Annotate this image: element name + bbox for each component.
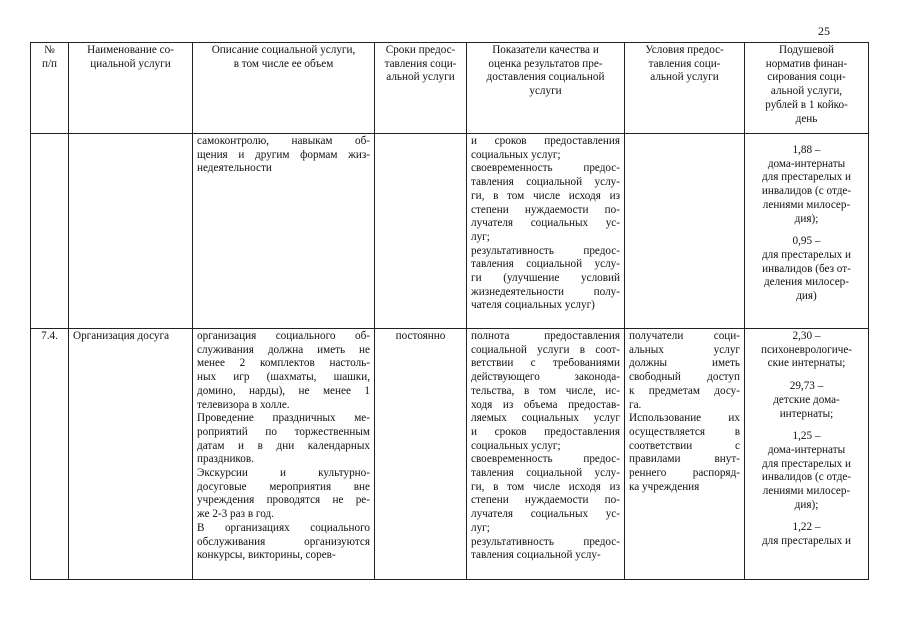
cell-quality	[467, 134, 625, 329]
cell-num: 7.4.	[31, 329, 69, 580]
text-line: чателя социальных услуг)	[471, 299, 595, 312]
text-line: для престарелых и	[761, 248, 852, 261]
text-line: Подушевой	[778, 44, 834, 56]
text-line	[749, 371, 864, 380]
text-line: 1,22 –	[792, 521, 821, 534]
text-line: действующего законода-	[471, 371, 620, 384]
text-line: инвалидов (без от-	[762, 262, 851, 275]
text-line: к предметам досу-	[629, 384, 740, 397]
text-line: в том числе ее объем	[233, 57, 334, 70]
text-line: норматив финан-	[765, 57, 848, 70]
text-line: недеятельности	[197, 162, 272, 175]
text-line: лениями милосер-	[762, 198, 851, 211]
text-line: датам и в дни календарных	[197, 439, 370, 452]
text-line: жизнедеятельности полу-	[471, 285, 620, 298]
text-line: лучателя социальных ус-	[471, 508, 620, 521]
header-financing	[745, 43, 869, 134]
text-line: роприятий по торжественным	[197, 425, 370, 438]
text-line: доставления социальной	[486, 71, 605, 84]
text-line: деления милосер-	[763, 276, 850, 289]
text-line: Наименование со-	[87, 44, 174, 56]
text-line: дия)	[796, 290, 817, 303]
header-row	[31, 43, 869, 134]
text-line: праздников.	[197, 453, 254, 466]
cell-name: Организация досуга	[69, 329, 193, 580]
text-line: тавления социальной услу-	[471, 176, 620, 189]
cell-quality	[467, 329, 625, 580]
text-line: результативность предос-	[471, 535, 620, 548]
text-line: Экскурсии и культурно-	[197, 467, 370, 480]
text-line: рублей в 1 койко-	[765, 98, 848, 111]
text-line: и сроков предоставления	[471, 425, 620, 438]
text-line: оценка результатов пре-	[488, 57, 603, 70]
header-name	[69, 43, 193, 134]
text-line: социальных услуг;	[471, 148, 561, 161]
text-line: тавления соци-	[384, 57, 457, 70]
cell-name	[69, 134, 193, 329]
text-line: 29,73 –	[789, 380, 824, 393]
text-line: Проведение праздничных ме-	[197, 412, 370, 425]
text-line: альных услуг	[629, 343, 740, 356]
text-line: психоневрологиче-	[760, 343, 853, 356]
text-line: социальных услуг;	[471, 439, 561, 452]
text-line: ские интернаты;	[767, 357, 846, 370]
text-line: для престарелых и	[761, 171, 852, 184]
text-line: служивания должна иметь не	[197, 343, 370, 356]
text-line: ги, в том числе исходя из	[471, 480, 620, 493]
text-line: Описание социальной услуги,	[211, 44, 356, 56]
text-line: сирования соци-	[767, 71, 846, 84]
text-line: дия);	[794, 212, 819, 225]
text-line: Использование их	[629, 412, 740, 425]
text-line: услуги	[529, 85, 562, 98]
text-line: альной услуги	[650, 71, 719, 84]
text-line: день	[795, 112, 818, 125]
text-line: для престарелых и	[761, 535, 852, 548]
text-line: 2,30 –	[792, 330, 821, 342]
header-conditions	[625, 43, 745, 134]
cell-conditions	[625, 134, 745, 329]
text-line: альной услуги	[386, 71, 455, 84]
text-line: ляемых социальных услуг	[471, 412, 620, 425]
header-description	[193, 43, 375, 134]
text-line: правилами внут-	[629, 453, 740, 466]
text-line: детские дома-	[773, 393, 840, 406]
text-line: своевременность предос-	[471, 162, 620, 175]
text-line: полнота предоставления	[471, 330, 620, 342]
text-line: реннего распоряд-	[629, 467, 740, 480]
text-line: ги (улучшение условий	[471, 272, 620, 285]
text-line: соответствии с	[629, 439, 740, 452]
text-line: должны иметь	[629, 357, 740, 370]
text-line: досуговые мероприятия вне	[197, 480, 370, 493]
text-line: дома-интернаты	[767, 157, 846, 170]
text-line: п/п	[41, 57, 58, 70]
cell-description	[193, 329, 375, 580]
text-line: тельства, в том числе, ис-	[471, 384, 620, 397]
text-line: Условия предос-	[645, 44, 724, 56]
text-line: менее 2 комплектов настоль-	[197, 357, 370, 370]
text-line: обслуживания организуются	[197, 535, 370, 548]
text-line: осуществляется в	[629, 425, 740, 438]
text-line: ходя из объема предостав-	[471, 398, 620, 411]
text-line: В организациях социального	[197, 521, 370, 534]
text-line: Показатели качества и	[492, 44, 599, 56]
text-line: тавления соци-	[648, 57, 721, 70]
table-row	[31, 134, 869, 329]
text-line: социальной услуги в соот-	[471, 343, 620, 356]
text-line: лениями милосер-	[762, 485, 851, 498]
text-line: интернаты;	[779, 407, 834, 420]
text-line: тавления социальной услу-	[471, 467, 620, 480]
text-line: инвалидов (с отде-	[761, 185, 852, 198]
text-line: получатели соци-	[629, 330, 740, 342]
text-line: тавления социальной услу-	[471, 258, 620, 271]
text-line	[749, 512, 864, 521]
text-line: луг;	[471, 230, 490, 243]
text-line: инвалидов (с отде-	[761, 471, 852, 484]
text-line: степени нуждаемости по-	[471, 203, 620, 216]
text-line: самоконтролю, навыкам об-	[197, 135, 370, 147]
cell-conditions	[625, 329, 745, 580]
text-line: для престарелых и	[761, 457, 852, 470]
text-line: га.	[629, 398, 642, 411]
text-line: своевременность предос-	[471, 453, 620, 466]
text-line: результативность предос-	[471, 244, 620, 257]
text-line: организация социального об-	[197, 330, 370, 342]
text-line: щения и другим формам жиз-	[197, 148, 370, 161]
cell-financing	[745, 329, 869, 580]
text-line: тавления социальной услу-	[471, 549, 601, 562]
text-line: степени нуждаемости по-	[471, 494, 620, 507]
header-num	[31, 43, 69, 134]
cell-num	[31, 134, 69, 329]
text-line: 1,25 –	[792, 430, 821, 443]
text-line: альной услуги,	[770, 85, 843, 98]
text-line: дия);	[794, 498, 819, 511]
text-line: ных игр (шахматы, шашки,	[197, 371, 370, 384]
text-line: 1,88 –	[792, 144, 821, 156]
text-line: свободный доступ	[629, 371, 740, 384]
text-line: Сроки предос-	[385, 44, 456, 56]
text-line: лучателя социальных ус-	[471, 217, 620, 230]
text-line: ветствии с требованиями	[471, 357, 620, 370]
text-line: конкурсы, викторины, сорев-	[197, 549, 336, 562]
text-line: домино, нарды), не менее 1	[197, 384, 370, 397]
text-line: луг;	[471, 521, 490, 534]
page-number: 25	[818, 24, 830, 38]
cell-description	[193, 134, 375, 329]
text-line: 0,95 –	[792, 235, 821, 248]
text-line	[749, 135, 864, 144]
table-row	[31, 329, 869, 580]
text-line: ги, в том числе исходя из	[471, 189, 620, 202]
text-line: же 2-3 раз в год.	[197, 508, 274, 521]
text-line: №	[44, 44, 55, 56]
text-line: телевизора в холле.	[197, 398, 290, 411]
text-line: ка учреждения	[629, 480, 700, 493]
text-line: учреждения проводятся не ре-	[197, 494, 370, 507]
social-services-table	[30, 42, 869, 580]
text-line: дома-интернаты	[767, 443, 846, 456]
cell-terms: постоянно	[375, 329, 467, 580]
text-line	[749, 421, 864, 430]
header-terms	[375, 43, 467, 134]
cell-terms	[375, 134, 467, 329]
text-line: и сроков предоставления	[471, 135, 620, 147]
header-quality	[467, 43, 625, 134]
text-line: циальной услуги	[90, 57, 171, 70]
text-line	[749, 226, 864, 235]
cell-financing	[745, 134, 869, 329]
